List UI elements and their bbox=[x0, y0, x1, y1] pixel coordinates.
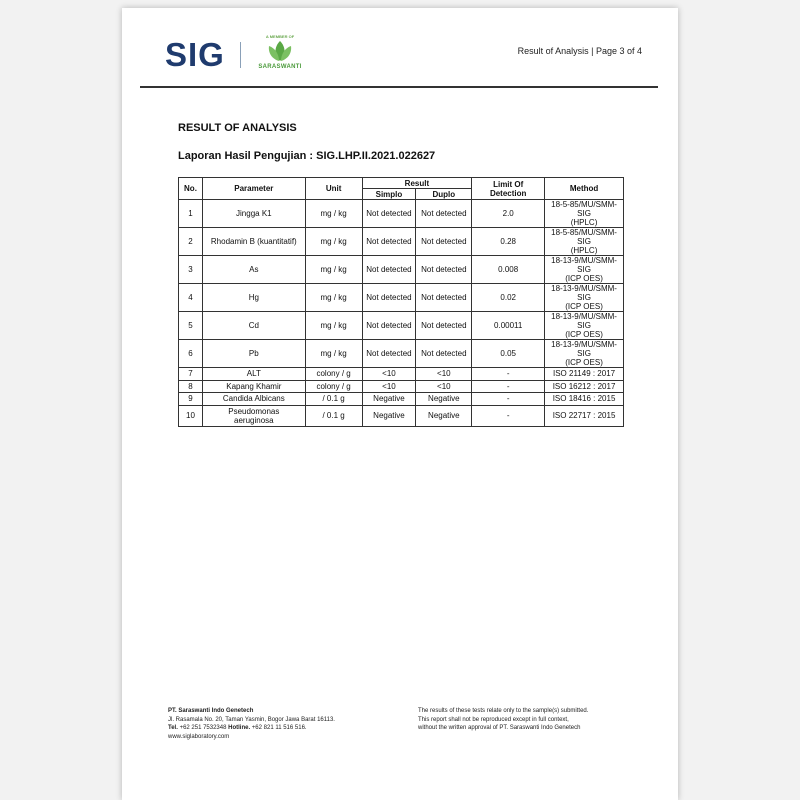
cell-duplo-text: <10 bbox=[437, 369, 451, 379]
cell-duplo bbox=[416, 200, 472, 228]
table-row bbox=[179, 340, 624, 368]
cell-unit bbox=[305, 368, 362, 381]
cell-limit bbox=[472, 228, 545, 256]
cell-duplo bbox=[416, 256, 472, 284]
cell-duplo-text: Negative bbox=[428, 394, 460, 404]
cell-duplo-text: Not detected bbox=[421, 321, 467, 330]
cell-duplo bbox=[416, 368, 472, 381]
cell-simplo bbox=[362, 393, 416, 406]
cell-simplo bbox=[362, 256, 416, 284]
cell-limit bbox=[472, 200, 545, 228]
cell-simplo-text: Not detected bbox=[366, 209, 412, 218]
col-header-method: Method bbox=[545, 178, 624, 200]
cell-parameter bbox=[202, 393, 305, 406]
cell-simplo-text: Negative bbox=[373, 394, 405, 404]
cell-simplo bbox=[362, 312, 416, 340]
cell-method bbox=[545, 256, 624, 284]
table-row bbox=[179, 256, 624, 284]
cell-no-text: 1 bbox=[188, 209, 193, 218]
cell-no bbox=[179, 340, 203, 368]
cell-unit-text: mg / kg bbox=[320, 237, 347, 246]
cell-method bbox=[545, 284, 624, 312]
cell-limit-text: 0.00011 bbox=[494, 321, 523, 330]
cell-parameter-text: Pseudomonas bbox=[228, 406, 280, 416]
disclaimer-line: The results of these tests relate only to the sample(s) submitted. bbox=[418, 708, 589, 714]
leaf-icon bbox=[266, 39, 294, 63]
col-header-no: No. bbox=[179, 178, 203, 200]
table-row bbox=[179, 405, 624, 426]
disclaimer-line: This report shall not be reproduced except in full context, bbox=[418, 716, 569, 723]
saraswanti-label: SARASWANTI bbox=[258, 64, 302, 70]
cell-duplo-text: Not detected bbox=[421, 293, 467, 302]
cell-no-text: 2 bbox=[188, 237, 193, 246]
saraswanti-logo bbox=[250, 34, 310, 72]
cell-duplo-text: Not detected bbox=[421, 265, 467, 274]
cell-parameter bbox=[202, 256, 305, 284]
cell-method-text: 18-5-85/MU/SMM-SIG bbox=[551, 200, 617, 218]
col-header-simplo: Simplo bbox=[362, 189, 416, 200]
table-row bbox=[179, 368, 624, 381]
cell-simplo bbox=[362, 228, 416, 256]
cell-limit bbox=[472, 284, 545, 312]
member-of-label: A MEMBER OF bbox=[265, 34, 295, 39]
cell-limit-text: - bbox=[506, 394, 510, 404]
col-header-limit bbox=[472, 178, 545, 200]
cell-method bbox=[545, 228, 624, 256]
tel-value: +62 251 7532348 bbox=[179, 725, 227, 731]
cell-limit-text: 2.0 bbox=[502, 209, 514, 218]
cell-unit-text: colony / g bbox=[316, 381, 351, 391]
cell-method-text: (ICP OES) bbox=[565, 302, 603, 311]
cell-method-text: ISO 18416 : 2015 bbox=[552, 394, 616, 404]
header-divider bbox=[140, 86, 658, 88]
cell-method-text: (ICP OES) bbox=[565, 330, 603, 339]
cell-no bbox=[179, 200, 203, 228]
cell-parameter-text: Pb bbox=[248, 349, 259, 358]
cell-simplo-text: Negative bbox=[373, 411, 405, 420]
cell-no-text: 6 bbox=[188, 349, 193, 358]
company-contact bbox=[168, 724, 398, 733]
cell-duplo-text: Negative bbox=[428, 411, 460, 420]
cell-unit bbox=[305, 340, 362, 368]
cell-method bbox=[545, 405, 624, 426]
cell-method-text: (ICP OES) bbox=[565, 274, 603, 283]
cell-limit bbox=[472, 393, 545, 406]
cell-simplo-text: Not detected bbox=[366, 293, 412, 302]
cell-method-text: 18-13-9/MU/SMM-SIG bbox=[551, 340, 617, 358]
cell-method-text: 18-13-9/MU/SMM-SIG bbox=[551, 256, 617, 274]
hotline-value: +62 821 11 516 516. bbox=[251, 725, 307, 731]
cell-limit bbox=[472, 405, 545, 426]
col-header-duplo: Duplo bbox=[416, 189, 472, 200]
document-title: RESULT OF ANALYSIS bbox=[178, 122, 297, 134]
cell-limit bbox=[472, 380, 545, 393]
cell-limit-text: - bbox=[506, 381, 510, 391]
cell-limit-text: 0.008 bbox=[498, 265, 519, 274]
company-website: www.siglaboratory.com bbox=[168, 733, 230, 740]
cell-parameter bbox=[202, 200, 305, 228]
cell-limit-text: 0.28 bbox=[500, 237, 516, 246]
cell-unit bbox=[305, 256, 362, 284]
cell-parameter bbox=[202, 228, 305, 256]
cell-duplo-text: <10 bbox=[437, 381, 451, 391]
cell-parameter bbox=[202, 368, 305, 381]
company-address: Jl. Rasamala No. 20, Taman Yasmin, Bogor Jawa Barat 16113. bbox=[168, 716, 335, 723]
cell-limit-text: 0.05 bbox=[500, 349, 516, 358]
col-header-parameter: Parameter bbox=[202, 178, 305, 200]
cell-simplo bbox=[362, 200, 416, 228]
cell-duplo bbox=[416, 405, 472, 426]
cell-no-text: 10 bbox=[186, 411, 195, 420]
cell-unit-text: mg / kg bbox=[320, 209, 347, 218]
cell-unit-text: / 0.1 g bbox=[322, 411, 345, 420]
col-header-result: Result bbox=[362, 178, 472, 189]
table-row bbox=[179, 393, 624, 406]
cell-parameter-text: ALT bbox=[246, 369, 261, 379]
cell-duplo-text: Not detected bbox=[421, 209, 467, 218]
cell-no bbox=[179, 256, 203, 284]
cell-simplo bbox=[362, 284, 416, 312]
report-number: Laporan Hasil Pengujian : SIG.LHP.II.2021.022627 bbox=[178, 150, 436, 162]
sig-logo: SIG bbox=[165, 36, 225, 73]
cell-parameter-text: As bbox=[249, 265, 259, 274]
cell-unit bbox=[305, 228, 362, 256]
cell-parameter bbox=[202, 380, 305, 393]
cell-method-text: (ICP OES) bbox=[565, 358, 603, 367]
cell-no bbox=[179, 228, 203, 256]
cell-unit bbox=[305, 380, 362, 393]
cell-parameter-text: Hg bbox=[248, 293, 259, 302]
cell-simplo-text: Not detected bbox=[366, 265, 412, 274]
hotline-label: Hotline. bbox=[228, 725, 251, 731]
cell-method bbox=[545, 368, 624, 381]
cell-limit bbox=[472, 256, 545, 284]
cell-no-text: 7 bbox=[188, 369, 193, 379]
cell-unit-text: mg / kg bbox=[320, 293, 347, 302]
table-row bbox=[179, 200, 624, 228]
cell-method-text: 18-13-9/MU/SMM-SIG bbox=[551, 312, 617, 330]
cell-unit bbox=[305, 200, 362, 228]
cell-duplo bbox=[416, 380, 472, 393]
cell-no bbox=[179, 393, 203, 406]
company-info bbox=[168, 707, 398, 741]
cell-duplo bbox=[416, 284, 472, 312]
cell-duplo-text: Not detected bbox=[421, 237, 467, 246]
cell-method bbox=[545, 380, 624, 393]
cell-limit bbox=[472, 368, 545, 381]
cell-no-text: 3 bbox=[188, 265, 193, 274]
cell-unit-text: colony / g bbox=[316, 369, 351, 379]
tel-label: Tel. bbox=[168, 725, 178, 731]
cell-method-text: ISO 22717 : 2015 bbox=[552, 411, 616, 420]
cell-unit-text: / 0.1 g bbox=[322, 394, 345, 404]
cell-duplo bbox=[416, 312, 472, 340]
cell-limit-text: 0.02 bbox=[500, 293, 516, 302]
cell-parameter bbox=[202, 340, 305, 368]
cell-unit-text: mg / kg bbox=[320, 349, 347, 358]
cell-unit bbox=[305, 393, 362, 406]
cell-unit-text: mg / kg bbox=[320, 321, 347, 330]
cell-no-text: 5 bbox=[188, 321, 193, 330]
limit-header-line2: Detection bbox=[489, 188, 527, 198]
cell-simplo-text: <10 bbox=[382, 369, 396, 379]
cell-method-text: (HPLC) bbox=[570, 246, 598, 255]
table-row bbox=[179, 312, 624, 340]
cell-no bbox=[179, 368, 203, 381]
cell-unit bbox=[305, 284, 362, 312]
page-reference: Result of Analysis | Page 3 of 4 bbox=[517, 46, 642, 56]
cell-duplo bbox=[416, 228, 472, 256]
col-header-unit: Unit bbox=[305, 178, 362, 200]
cell-simplo-text: <10 bbox=[382, 381, 396, 391]
table-row bbox=[179, 228, 624, 256]
company-name: PT. Saraswanti Indo Genetech bbox=[168, 708, 254, 714]
cell-simplo-text: Not detected bbox=[366, 349, 412, 358]
cell-no bbox=[179, 380, 203, 393]
cell-method-text: 18-5-85/MU/SMM-SIG bbox=[551, 228, 617, 246]
cell-parameter-text: Kapang Khamir bbox=[226, 381, 282, 391]
cell-limit-text: - bbox=[506, 369, 510, 379]
cell-method-text: ISO 21149 : 2017 bbox=[552, 369, 616, 379]
cell-duplo bbox=[416, 393, 472, 406]
cell-no bbox=[179, 284, 203, 312]
cell-no bbox=[179, 405, 203, 426]
limit-header-line1: Limit Of bbox=[493, 179, 524, 189]
cell-unit-text: mg / kg bbox=[320, 265, 347, 274]
cell-no bbox=[179, 312, 203, 340]
cell-duplo-text: Not detected bbox=[421, 349, 467, 358]
cell-method-text: (HPLC) bbox=[570, 218, 598, 227]
table-row bbox=[179, 380, 624, 393]
logo-divider bbox=[240, 42, 241, 68]
cell-simplo bbox=[362, 368, 416, 381]
cell-simplo-text: Not detected bbox=[366, 321, 412, 330]
cell-parameter-text: Cd bbox=[248, 321, 259, 330]
cell-parameter-text: aeruginosa bbox=[234, 415, 274, 425]
table-row bbox=[179, 284, 624, 312]
cell-unit bbox=[305, 405, 362, 426]
cell-method-text: ISO 16212 : 2017 bbox=[552, 381, 616, 391]
cell-no-text: 4 bbox=[188, 293, 193, 302]
cell-simplo bbox=[362, 405, 416, 426]
cell-method bbox=[545, 312, 624, 340]
cell-limit bbox=[472, 312, 545, 340]
cell-simplo bbox=[362, 340, 416, 368]
cell-simplo-text: Not detected bbox=[366, 237, 412, 246]
cell-method bbox=[545, 200, 624, 228]
cell-no-text: 8 bbox=[188, 381, 193, 391]
cell-parameter-text: Candida Albicans bbox=[222, 394, 285, 404]
cell-limit-text: - bbox=[506, 411, 510, 420]
cell-parameter-text: Rhodamin B (kuantitatif) bbox=[210, 237, 297, 246]
cell-method-text: 18-13-9/MU/SMM-SIG bbox=[551, 284, 617, 302]
cell-unit bbox=[305, 312, 362, 340]
cell-parameter bbox=[202, 284, 305, 312]
cell-duplo bbox=[416, 340, 472, 368]
cell-limit bbox=[472, 340, 545, 368]
cell-simplo bbox=[362, 380, 416, 393]
results-table bbox=[178, 177, 624, 427]
results-body bbox=[179, 200, 624, 427]
cell-parameter bbox=[202, 405, 305, 426]
disclaimer-line: without the written approval of PT. Saraswanti Indo Genetech bbox=[418, 725, 581, 731]
cell-no-text: 9 bbox=[188, 394, 193, 404]
cell-parameter-text: Jingga K1 bbox=[236, 209, 272, 218]
cell-method bbox=[545, 340, 624, 368]
disclaimer bbox=[418, 707, 648, 733]
cell-method bbox=[545, 393, 624, 406]
cell-parameter bbox=[202, 312, 305, 340]
